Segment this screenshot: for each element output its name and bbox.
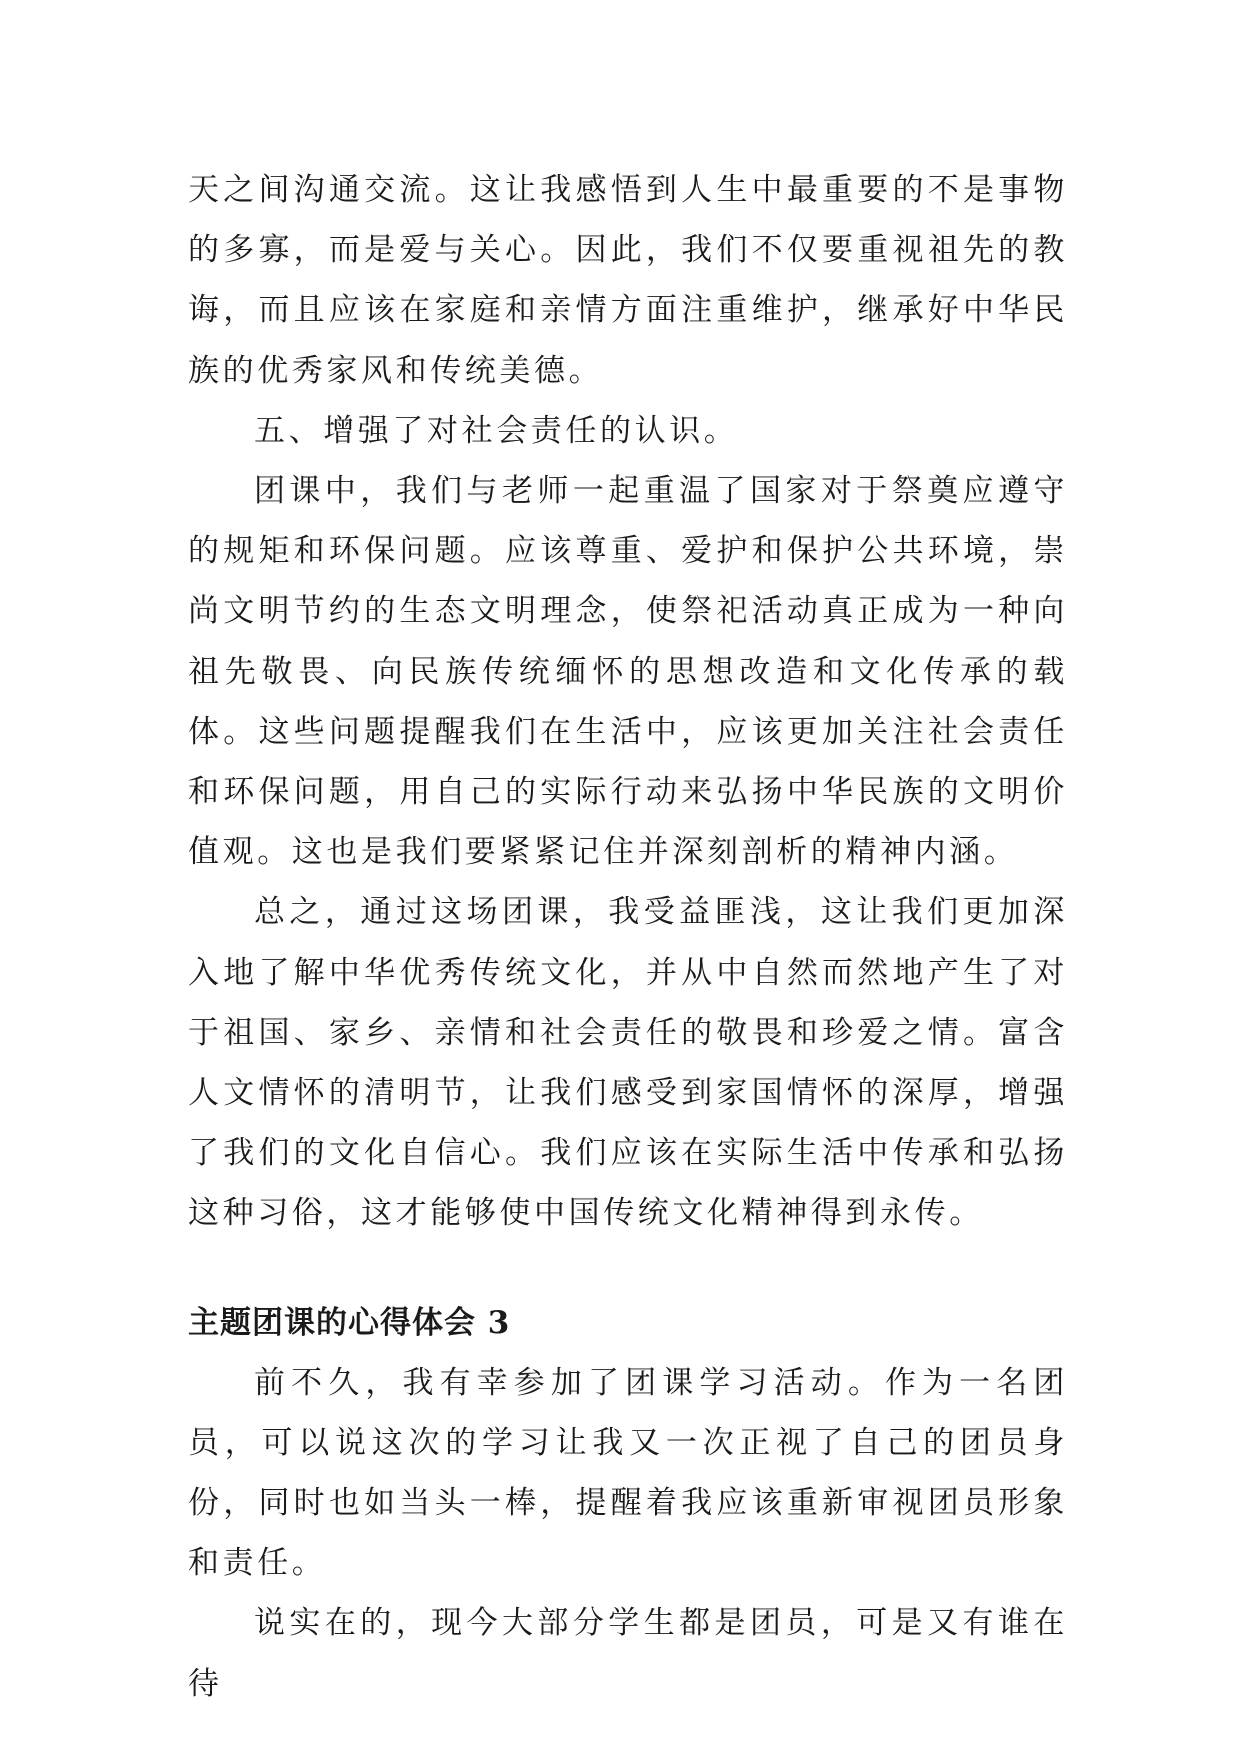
section-point-five: 五、增强了对社会责任的认识。 xyxy=(254,412,739,449)
paragraph-conclusion: 总之，通过这场团课，我受益匪浅，这让我们更加深入地了解中华优秀传统文化，并从中自然而然地产生了对于祖国、家乡、亲情和社会责任的敬畏和珍爱之情。富含人文情怀的清明节，让我们感受到家国情怀的深厚，增强了我们的文化自信心。我们应该在实际生活中传承和弘扬这种习俗，这才能够使中国传统文化精神得到永传。 xyxy=(188,894,1068,1232)
document-body xyxy=(188,160,1068,1714)
paragraph-social-responsibility: 团课中，我们与老师一起重温了国家对于祭奠应遵守的规矩和环保问题。应该尊重、爱护和保护公共环境，崇尚文明节约的生态文明理念，使祭祀活动真正成为一种向祖先敬畏、向民族传统缅怀的思想改造和文化传承的载体。这些问题提醒我们在生活中，应该更加关注社会责任和环保问题，用自己的实际行动来弘扬中华民族的文明价值观。这也是我们要紧紧记住并深刻剖析的精神内涵。 xyxy=(188,473,1068,871)
paragraph-intro: 前不久，我有幸参加了团课学习活动。作为一名团员，可以说这次的学习让我又一次正视了自己的团员身份，同时也如当头一棒，提醒着我应该重新审视团员形象和责任。 xyxy=(188,1364,1068,1582)
paragraph-continued: 天之间沟通交流。这让我感悟到人生中最重要的不是事物的多寡，而是爱与关心。因此，我们不仅要重视祖先的教诲，而且应该在家庭和亲情方面注重维护，继承好中华民族的优秀家风和传统美德。 xyxy=(188,172,1068,389)
section-heading: 主题团课的心得体会 3 xyxy=(188,1304,511,1341)
paragraph-truncated: 说实在的，现今大部分学生都是团员，可是又有谁在待 xyxy=(188,1605,1068,1702)
